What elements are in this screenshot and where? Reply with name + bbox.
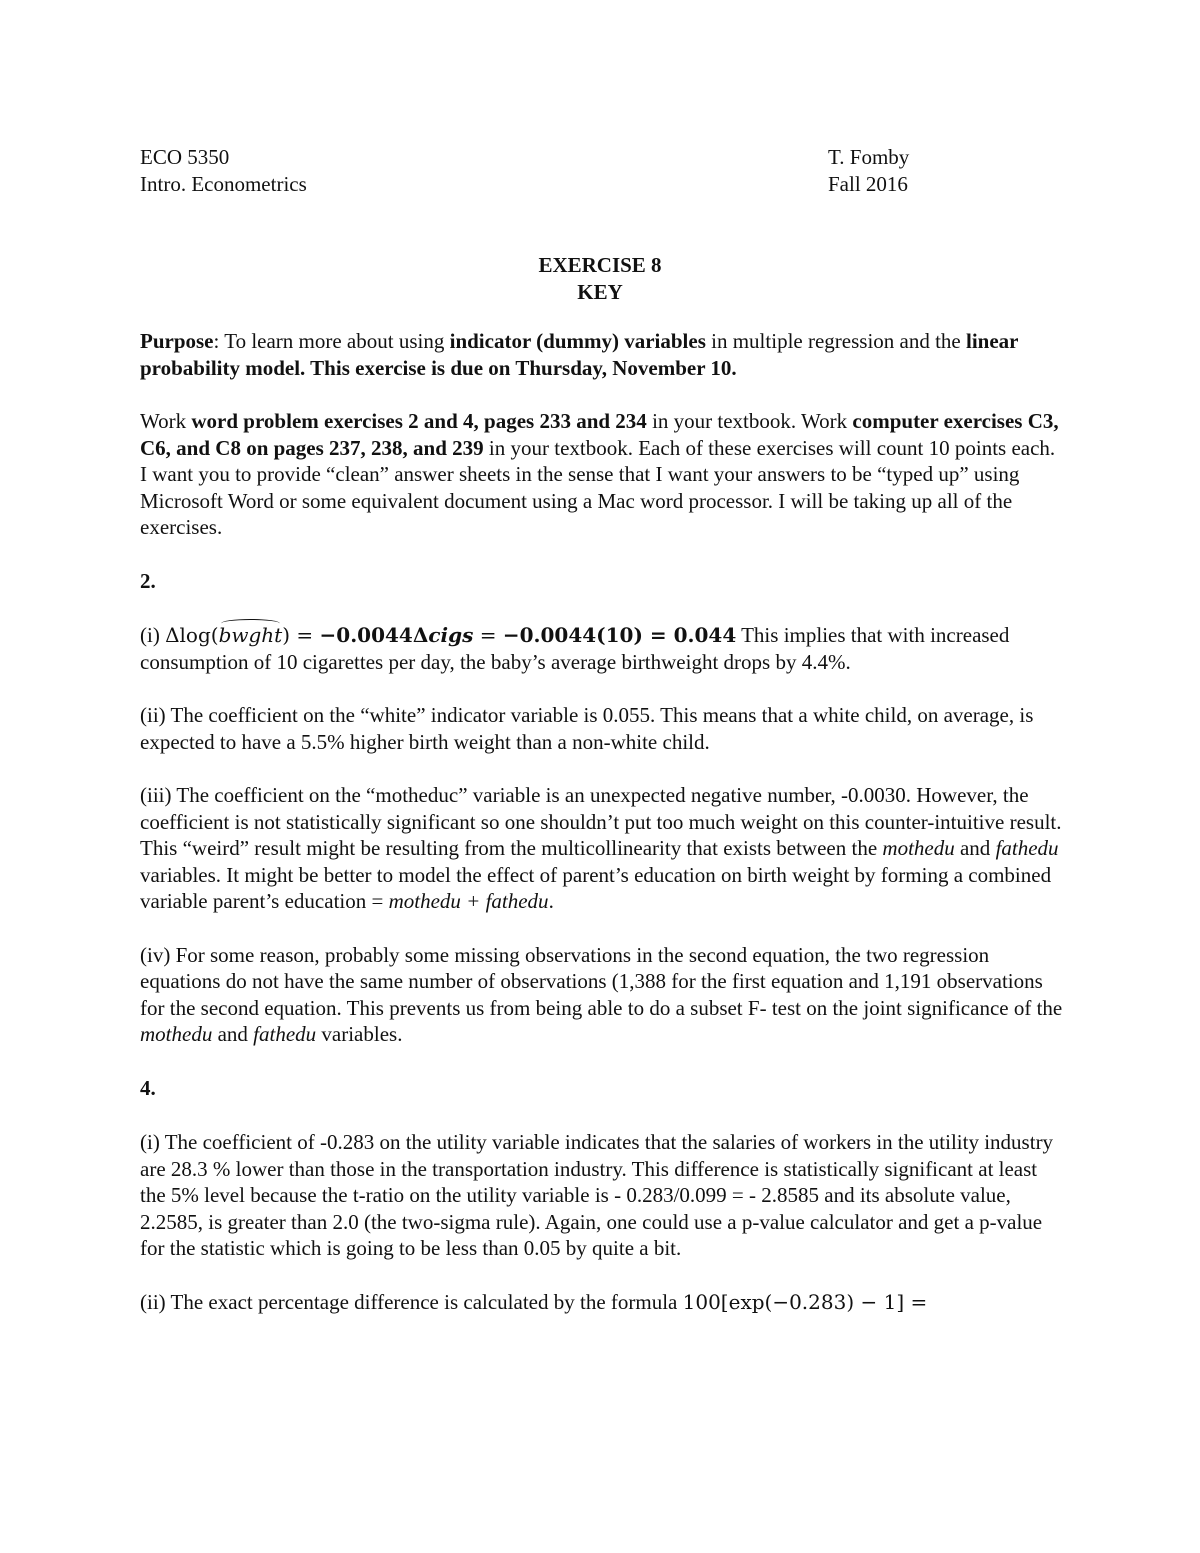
var-fathedu: fathedu <box>995 836 1059 860</box>
var-mothedu: mothedu <box>882 836 955 860</box>
var-fathedu-2: fathedu <box>253 1022 317 1046</box>
problem-2-part-iv <box>140 942 1065 1048</box>
part-i-text: This implies that with increased consumption of 10 cigarettes per day, the baby’s average birthweight drops by 4.4%. <box>140 623 1010 674</box>
var-combined: mothedu + fathedu <box>388 889 549 913</box>
part-iii-text-2: and <box>954 836 996 860</box>
eq-log-delta: Δlog( <box>165 623 219 647</box>
purpose-paragraph <box>140 328 1065 381</box>
part-4ii-text: (ii) The exact percentage difference is calculated by the formula <box>140 1289 683 1314</box>
equation-bwght <box>165 623 736 647</box>
purpose-bold-2: linear probability model. This exercise is due on Thursday, November 10. <box>140 329 1019 380</box>
equation-exp: 100[exp(−0.283) − 1] = <box>682 1289 928 1314</box>
problem-2-part-iii <box>140 782 1065 915</box>
title-line-1: EXERCISE 8 <box>538 253 662 277</box>
problem-2-part-i <box>140 622 1065 675</box>
part-i-label: (i) <box>140 623 166 647</box>
course-code: ECO 5350 <box>140 145 230 169</box>
problem-4-part-ii <box>140 1289 1065 1316</box>
part-iii-text-4: . <box>548 889 554 913</box>
course-name: Intro. Econometrics <box>140 171 307 196</box>
eq-bwght-hat: bwght <box>218 623 283 647</box>
problem-2-number: 2. <box>140 568 156 593</box>
instructor-name: T. Fomby <box>828 145 910 169</box>
document-body <box>140 328 1065 1342</box>
instructions-bold-2: computer exercises C3, C6, and C8 on pages 237, 238, and 239 <box>140 409 1059 460</box>
part-iii-text-1: (iii) The coefficient on the “motheduc” variable is an unexpected negative number, -0.0030. However, the coefficient is not statistically significant so one shouldn’t put too much weight on this counter-intuitive result. This “weird” result might be resulting from the multicollinearity that exists between the <box>140 783 1062 860</box>
eq-cigs: cigs <box>428 623 474 647</box>
instructions-paragraph <box>140 408 1065 541</box>
instructions-bold-1: word problem exercises 2 and 4, pages 233 and 234 <box>191 409 647 433</box>
var-mothedu-2: mothedu <box>140 1022 213 1046</box>
purpose-label: Purpose <box>140 329 214 353</box>
instructions-text-2: in your textbook. Work <box>646 409 853 433</box>
header <box>140 144 938 197</box>
eq-close-equals: ) = <box>282 623 320 647</box>
eq-equals-2: = <box>473 623 503 647</box>
purpose-bold-1: indicator (dummy) variables <box>449 329 706 353</box>
problem-4-number: 4. <box>140 1075 156 1100</box>
purpose-text-1: : To learn more about using <box>213 329 450 353</box>
part-iii-text-3: variables. It might be better to model the effect of parent’s education on birth weight by forming a combined variable parent’s education = <box>140 862 1052 913</box>
problem-2-part-ii: (ii) The coefficient on the “white” indicator variable is 0.055. This means that a white child, on average, is expected to have a 5.5% higher birth weight than a non-white child. <box>140 703 1034 754</box>
instructions-text-1: Work <box>140 409 192 433</box>
instructions-text-3: in your textbook. Each of these exercises will count 10 points each. I want you to provide “clean” answer sheets in the sense that I want your answers to be “typed up” using Microsoft Word or some equivalent document using a Mac word processor. I will be taking up all of the exercises. <box>140 435 1056 539</box>
purpose-text-2: in multiple regression and the <box>705 329 967 353</box>
title-line-2: KEY <box>577 279 623 304</box>
eq-result: −0.0044(10) = 0.044 <box>502 623 737 647</box>
part-iv-text-1: (iv) For some reason, probably some missing observations in the second equation, the two regression equations do not have the same number of observations (1,388 for the first equation and 1,191 observations for the second equation. This prevents us from being able to do a subset F- test on the joint significance of the <box>140 942 1063 1020</box>
eq-coef-delta: −0.0044Δ <box>319 623 429 647</box>
term: Fall 2016 <box>828 171 908 196</box>
part-iv-text-2: and <box>212 1022 254 1046</box>
document-title <box>0 252 1200 305</box>
problem-4-part-i: (i) The coefficient of -0.283 on the utility variable indicates that the salaries of workers in the utility industry are 28.3 % lower than those in the transportation industry. This difference is statistically significant at least the 5% level because the t-ratio on the utility variable is - 0.283/0.099 = - 2.8585 and its absolute value, 2.2585, is greater than 2.0 (the two-sigma rule). Again, one could use a p-value calculator and get a p-value for the statistic which is going to be less than 0.05 by quite a bit. <box>140 1130 1054 1260</box>
part-iv-text-3: variables. <box>316 1022 403 1046</box>
